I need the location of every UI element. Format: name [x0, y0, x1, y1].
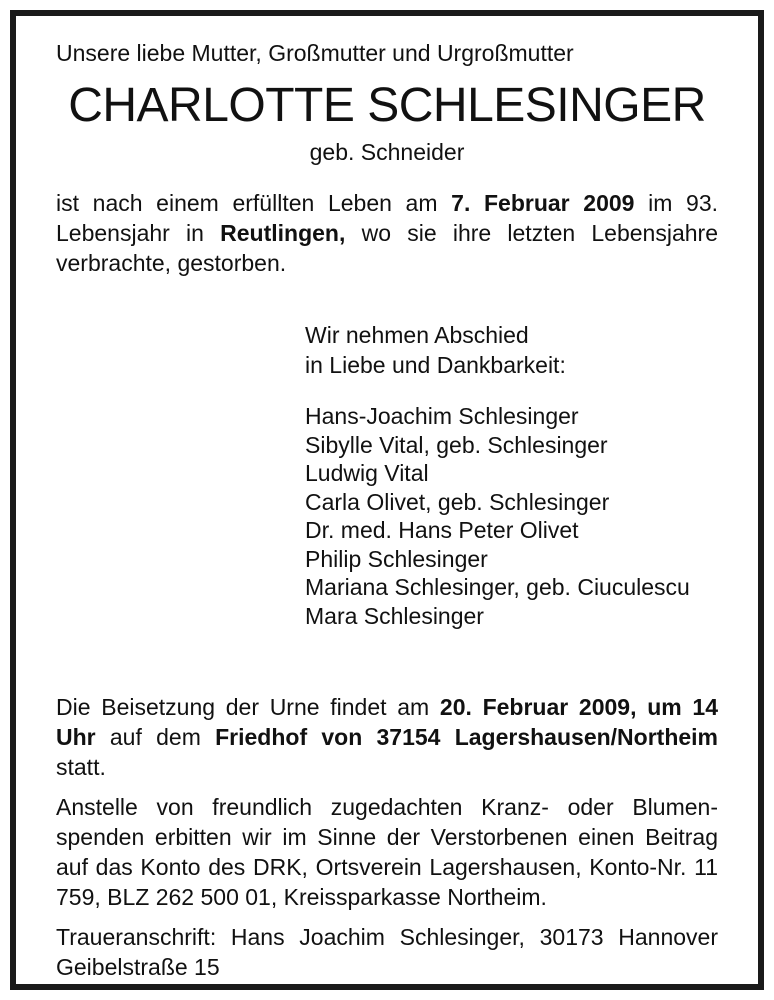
mourners-list — [305, 402, 718, 630]
birth-name: geb. Schneider — [309, 139, 465, 165]
mourner: Dr. med. Hans Peter Olivet — [305, 517, 579, 543]
burial-text-1: Die Beisetzung der Urne findet am — [56, 694, 440, 720]
death-text-3: wo sie ihre letzten Lebensjahre verbrachte, gestorben. — [56, 220, 718, 276]
mourner: Mara Schlesinger — [305, 602, 484, 629]
burial-text-2: auf dem — [95, 724, 216, 750]
mourning-address: Traueranschrift: Hans Joachim Schlesinger, 30173 Hannover Geibelstraße 15 — [56, 924, 718, 980]
obituary-content — [56, 38, 718, 982]
death-text-2: im 93. Lebensjahr in — [56, 190, 719, 246]
obituary-frame — [10, 10, 764, 990]
farewell-line: Wir nehmen Abschied — [305, 322, 529, 348]
farewell-line: in Liebe und Dankbarkeit: — [305, 352, 566, 378]
mourner: Carla Olivet, geb. Schlesinger — [305, 488, 610, 515]
deceased-name: CHARLOTTE SCHLESINGER — [68, 79, 706, 132]
burial-text-3: statt. — [56, 754, 106, 780]
mourner: Philip Schlesinger — [305, 545, 488, 572]
burial-place: Friedhof von 37154 Lagershausen/Northeim — [215, 724, 718, 750]
mourner: Sibylle Vital, geb. Schlesinger — [305, 431, 608, 458]
death-place: Reutlingen, — [220, 220, 346, 246]
mourner: Hans-Joachim Schlesinger — [305, 403, 579, 429]
donation-request: Anstelle von freundlich zugedachten Kranz- oder Blumenspenden erbitten wir im Sinne der Verstorbenen einen Beitrag auf das Konto des DRK, Ortsverein Lagershausen, Konto-Nr. 11 759, BLZ 262 500 01, Kreissparkasse Northeim. — [56, 794, 718, 910]
burial-info — [56, 692, 718, 782]
farewell-block — [305, 320, 718, 380]
death-announcement — [56, 188, 718, 278]
death-text-1: ist nach einem erfüllten Leben am — [56, 190, 452, 216]
mourner: Mariana Schlesinger, geb. Ciuculescu — [305, 574, 690, 600]
burial-datetime: 20. Februar 2009, um 14 Uhr — [56, 694, 718, 750]
intro-line: Unsere liebe Mutter, Großmutter und Urgroßmutter — [56, 40, 574, 66]
death-date: 7. Februar 2009 — [451, 190, 635, 216]
mourner: Ludwig Vital — [305, 460, 429, 486]
